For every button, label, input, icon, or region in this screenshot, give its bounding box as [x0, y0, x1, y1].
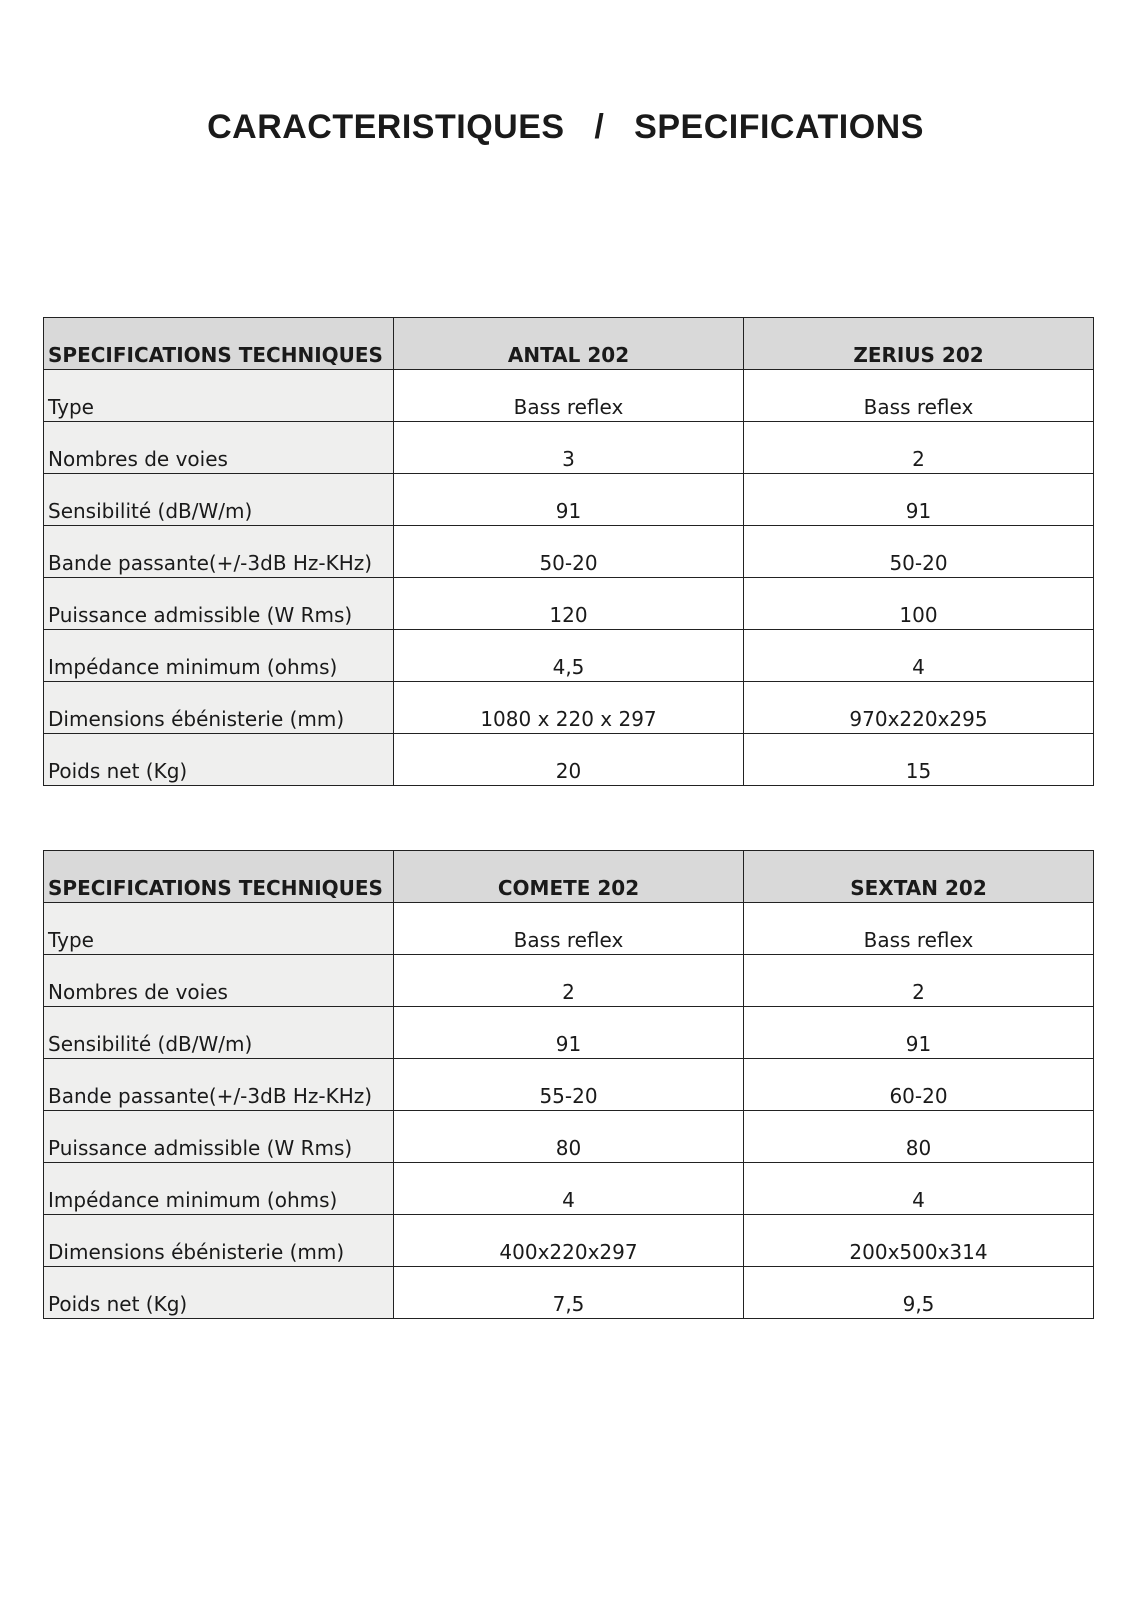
row-value: 55-20 [394, 1059, 744, 1111]
table-row [44, 1007, 1094, 1059]
row-value: 50-20 [394, 526, 744, 578]
row-value: 200x500x314 [744, 1215, 1094, 1267]
row-label: Puissance admissible (W Rms) [44, 1111, 394, 1163]
row-value: 7,5 [394, 1267, 744, 1319]
row-value: 91 [394, 1007, 744, 1059]
row-value: Bass reflex [394, 370, 744, 422]
page-title: CARACTERISTIQUES / SPECIFICATIONS [207, 108, 924, 146]
row-value: 970x220x295 [744, 682, 1094, 734]
table-row [44, 578, 1094, 630]
table-row [44, 474, 1094, 526]
row-value: 80 [394, 1111, 744, 1163]
row-value: 2 [744, 422, 1094, 474]
row-value: 3 [394, 422, 744, 474]
row-label: Nombres de voies [44, 422, 394, 474]
header-cell-label: SPECIFICATIONS TECHNIQUES [44, 851, 394, 903]
row-label: Dimensions ébénisterie (mm) [44, 1215, 394, 1267]
table-row [44, 903, 1094, 955]
table-row [44, 370, 1094, 422]
spec-table-antal-zerius [43, 317, 1094, 786]
row-label: Poids net (Kg) [44, 1267, 394, 1319]
table-row [44, 422, 1094, 474]
row-label: Sensibilité (dB/W/m) [44, 1007, 394, 1059]
table-row [44, 1059, 1094, 1111]
row-value: 4 [744, 630, 1094, 682]
row-value: Bass reflex [744, 903, 1094, 955]
row-label: Nombres de voies [44, 955, 394, 1007]
row-label: Sensibilité (dB/W/m) [44, 474, 394, 526]
header-cell-model: ANTAL 202 [394, 318, 744, 370]
table-row [44, 682, 1094, 734]
row-value: 2 [394, 955, 744, 1007]
row-value: 4 [744, 1163, 1094, 1215]
row-value: 91 [744, 1007, 1094, 1059]
row-value: 9,5 [744, 1267, 1094, 1319]
header-cell-label: SPECIFICATIONS TECHNIQUES [44, 318, 394, 370]
table-header-row [44, 851, 1094, 903]
header-cell-model: ZERIUS 202 [744, 318, 1094, 370]
header-cell-model: SEXTAN 202 [744, 851, 1094, 903]
row-value: 100 [744, 578, 1094, 630]
row-value: Bass reflex [744, 370, 1094, 422]
row-value: 50-20 [744, 526, 1094, 578]
row-label: Type [44, 370, 394, 422]
row-label: Impédance minimum (ohms) [44, 1163, 394, 1215]
table-row [44, 734, 1094, 786]
row-value: 4,5 [394, 630, 744, 682]
row-label: Type [44, 903, 394, 955]
row-value: Bass reflex [394, 903, 744, 955]
row-label: Poids net (Kg) [44, 734, 394, 786]
table-row [44, 526, 1094, 578]
row-label: Puissance admissible (W Rms) [44, 578, 394, 630]
table-row [44, 1163, 1094, 1215]
row-value: 80 [744, 1111, 1094, 1163]
table-row [44, 1215, 1094, 1267]
row-label: Dimensions ébénisterie (mm) [44, 682, 394, 734]
row-value: 2 [744, 955, 1094, 1007]
row-value: 4 [394, 1163, 744, 1215]
row-value: 60-20 [744, 1059, 1094, 1111]
table-row [44, 1267, 1094, 1319]
table-row [44, 630, 1094, 682]
row-value: 91 [394, 474, 744, 526]
table-row [44, 955, 1094, 1007]
header-cell-model: COMETE 202 [394, 851, 744, 903]
row-label: Impédance minimum (ohms) [44, 630, 394, 682]
row-value: 15 [744, 734, 1094, 786]
row-value: 120 [394, 578, 744, 630]
row-value: 400x220x297 [394, 1215, 744, 1267]
table-header-row [44, 318, 1094, 370]
row-label: Bande passante(+/-3dB Hz-KHz) [44, 526, 394, 578]
row-label: Bande passante(+/-3dB Hz-KHz) [44, 1059, 394, 1111]
row-value: 20 [394, 734, 744, 786]
table-row [44, 1111, 1094, 1163]
spec-table-comete-sextan [43, 850, 1094, 1319]
row-value: 1080 x 220 x 297 [394, 682, 744, 734]
row-value: 91 [744, 474, 1094, 526]
